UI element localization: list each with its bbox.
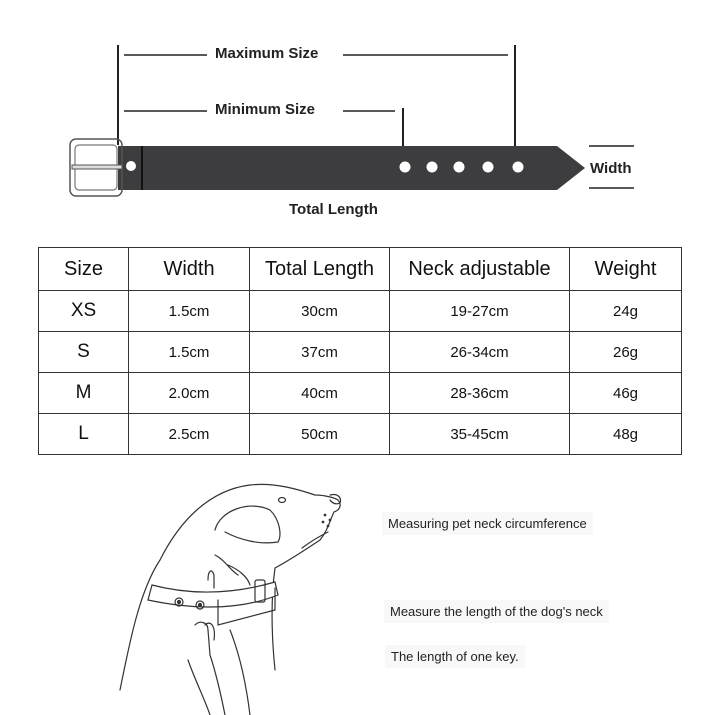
cell-size: S xyxy=(39,332,129,373)
header-weight: Weight xyxy=(570,248,682,291)
cell-size: L xyxy=(39,414,129,455)
cell-total-length: 50cm xyxy=(250,414,390,455)
cell-neck-adjustable: 19-27cm xyxy=(390,291,570,332)
cell-total-length: 40cm xyxy=(250,373,390,414)
table-row xyxy=(39,291,682,332)
header-width: Width xyxy=(129,248,250,291)
width-label: Width xyxy=(590,160,632,177)
maximum-size-label: Maximum Size xyxy=(215,45,319,62)
cell-size: XS xyxy=(39,291,129,332)
cell-weight: 24g xyxy=(570,291,682,332)
table-header-row xyxy=(39,248,682,291)
minimum-size-label: Minimum Size xyxy=(215,101,316,118)
cell-weight: 46g xyxy=(570,373,682,414)
header-total-length: Total Length xyxy=(250,248,390,291)
cell-neck-adjustable: 35-45cm xyxy=(390,414,570,455)
cell-neck-adjustable: 26-34cm xyxy=(390,332,570,373)
cell-neck-adjustable: 28-36cm xyxy=(390,373,570,414)
note-one-key: The length of one key. xyxy=(385,645,525,668)
cell-weight: 48g xyxy=(570,414,682,455)
cell-size: M xyxy=(39,373,129,414)
note-neck-circumference: Measuring pet neck circumference xyxy=(382,512,593,535)
cell-width: 1.5cm xyxy=(129,291,250,332)
table-row xyxy=(39,373,682,414)
header-neck-adjustable: Neck adjustable xyxy=(390,248,570,291)
dog-collar-illustration xyxy=(100,470,380,715)
header-size: Size xyxy=(39,248,129,291)
collar-diagram xyxy=(0,0,715,230)
note-neck-length: Measure the length of the dog's neck xyxy=(384,600,609,623)
cell-width: 2.5cm xyxy=(129,414,250,455)
total-length-label: Total Length xyxy=(289,201,378,218)
cell-total-length: 37cm xyxy=(250,332,390,373)
table-row xyxy=(39,332,682,373)
cell-weight: 26g xyxy=(570,332,682,373)
cell-total-length: 30cm xyxy=(250,291,390,332)
cell-width: 2.0cm xyxy=(129,373,250,414)
cell-width: 1.5cm xyxy=(129,332,250,373)
table-row xyxy=(39,414,682,455)
size-table xyxy=(38,247,682,455)
